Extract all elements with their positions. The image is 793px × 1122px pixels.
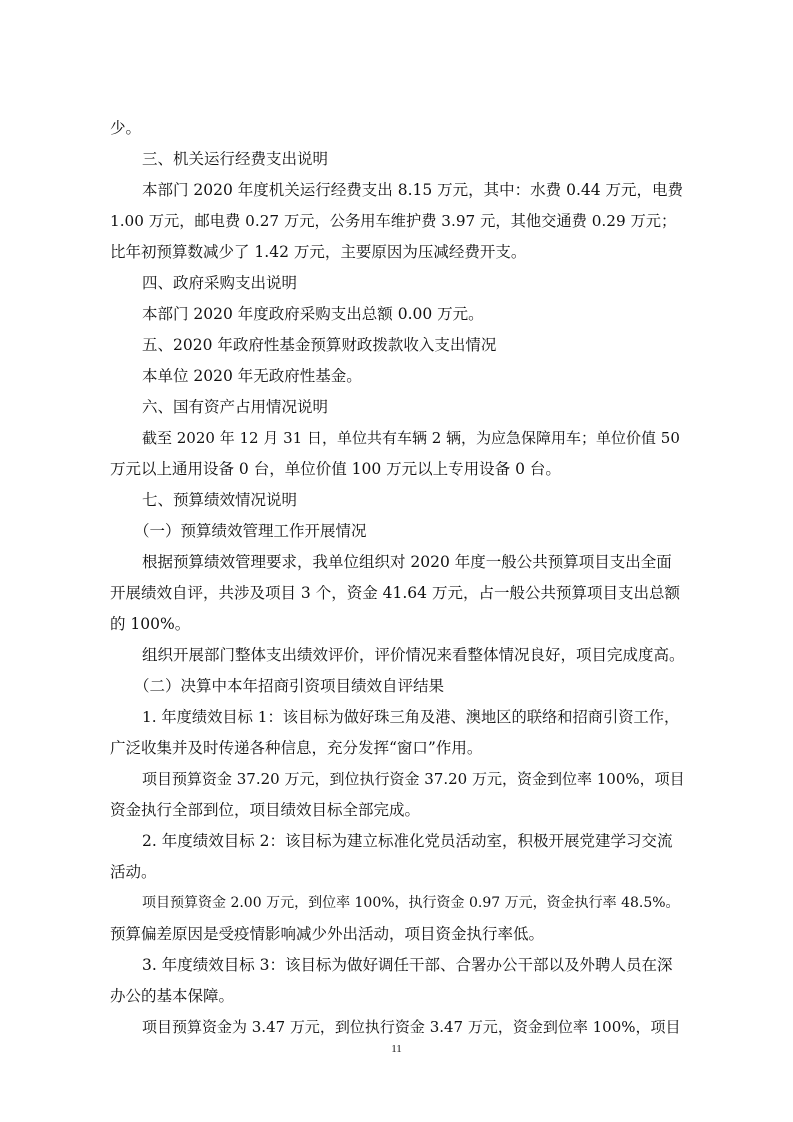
- text-line: 本部门 2020 年度机关运行经费支出 8.15 万元，其中：水费 0.44 万元，电费: [142, 181, 684, 199]
- text-line: 预算偏差原因是受疫情影响减少外出活动，项目资金执行率低。: [110, 925, 545, 943]
- text-line: 活动。: [110, 863, 157, 881]
- text-line: 本单位 2020 年无政府性基金。: [142, 367, 362, 385]
- section-heading: 三、机关运行经费支出说明: [142, 150, 329, 168]
- text-line: 本部门 2020 年度政府采购支出总额 0.00 万元。: [142, 305, 484, 323]
- text-line: 资金执行全部到位，项目绩效目标全部完成。: [110, 801, 421, 819]
- text-line: 根据预算绩效管理要求，我单位组织对 2020 年度一般公共预算项目支出全面: [142, 553, 672, 571]
- text-line: 1.00 万元，邮电费 0.27 万元，公务用车维护费 3.97 元，其他交通费 0.29 万元；: [110, 212, 677, 230]
- subsection-heading: （二）决算中本年招商引资项目绩效自评结果: [134, 677, 445, 695]
- text-line: 万元以上通用设备 0 台，单位价值 100 万元以上专用设备 0 台。: [110, 460, 561, 478]
- text-line: 的 100%。: [110, 615, 191, 633]
- text-line: 广泛收集并及时传递各种信息，充分发挥“窗口”作用。: [110, 739, 483, 757]
- page-number: 11: [391, 1043, 402, 1055]
- text-line: 1. 年度绩效目标 1：该目标为做好珠三角及港、澳地区的联络和招商引资工作，: [142, 708, 680, 726]
- text-line: 2. 年度绩效目标 2：该目标为建立标准化党员活动室，积极开展党建学习交流: [142, 832, 673, 850]
- text-line: 组织开展部门整体支出绩效评价，评价情况来看整体情况良好，项目完成度高。: [142, 646, 685, 664]
- section-heading: 五、2020 年政府性基金预算财政拨款收入支出情况: [142, 336, 497, 354]
- text-line: 开展绩效自评，共涉及项目 3 个，资金 41.64 万元，占一般公共预算项目支出总额: [110, 584, 680, 602]
- text-line: 办公的基本保障。: [110, 987, 235, 1005]
- text-line: 少。: [110, 119, 142, 137]
- text-line: 项目预算资金为 3.47 万元，到位执行资金 3.47 万元，资金到位率 100%，项目: [142, 1018, 681, 1036]
- text-line: 3. 年度绩效目标 3：该目标为做好调任干部、合署办公干部以及外聘人员在深: [142, 956, 673, 974]
- section-heading: 四、政府采购支出说明: [142, 274, 298, 292]
- subsection-heading: （一）预算绩效管理工作开展情况: [134, 522, 367, 540]
- text-line: 比年初预算数减少了 1.42 万元，主要原因为压减经费开支。: [110, 243, 527, 261]
- text-line: 项目预算资金 2.00 万元，到位率 100%，执行资金 0.97 万元，资金执行率 48.5%。: [142, 895, 680, 911]
- section-heading: 七、预算绩效情况说明: [142, 491, 298, 509]
- text-line: 截至 2020 年 12 月 31 日，单位共有车辆 2 辆，为应急保障用车；单位价值 50: [142, 429, 680, 447]
- section-heading: 六、国有资产占用情况说明: [142, 398, 329, 416]
- text-line: 项目预算资金 37.20 万元，到位执行资金 37.20 万元，资金到位率 100%，项目: [142, 770, 685, 788]
